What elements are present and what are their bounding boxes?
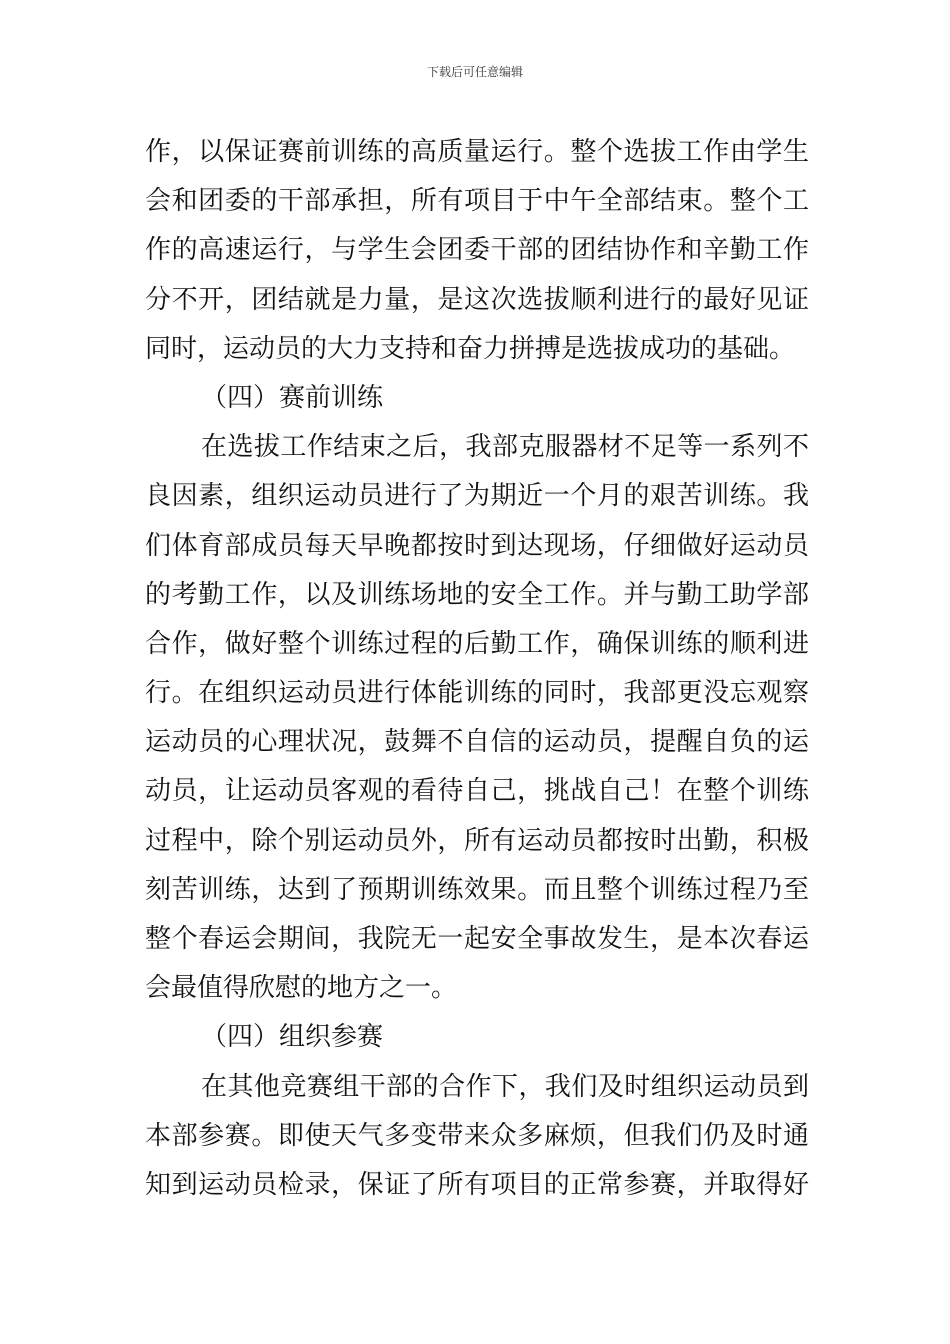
text-line: 在选拔工作结束之后，我部克服器材不足等一系列不: [201, 432, 809, 463]
text-line: 动员，让运动员客观的看待自己，挑战自己！在整个训练: [145, 776, 809, 807]
text-line: 整个春运会期间，我院无一起安全事故发生，是本次春运: [145, 924, 809, 954]
page-header: 下载后可任意编辑: [426, 65, 523, 79]
text-line: 运动员的心理状况，鼓舞不自信的运动员，提醒自负的运: [145, 727, 809, 758]
text-line: 合作，做好整个训练过程的后勤工作，确保训练的顺利进: [145, 628, 809, 659]
text-line: 行。在组织运动员进行体能训练的同时，我部更没忘观察: [145, 678, 809, 709]
section-heading: （四）组织参赛: [201, 1022, 384, 1053]
text-line: 过程中，除个别运动员外，所有运动员都按时出勤，积极: [145, 825, 809, 856]
text-line: 会最值得欣慰的地方之一。: [145, 973, 458, 1004]
text-line: 知到运动员检录，保证了所有项目的正常参赛，并取得好: [145, 1169, 809, 1200]
text-line: 良因素，组织运动员进行了为期近一个月的艰苦训练。我: [145, 481, 809, 512]
text-line: 们体育部成员每天早晚都按时到达现场，仔细做好运动员: [145, 530, 809, 561]
text-line: 本部参赛。即使天气多变带来众多麻烦，但我们仍及时通: [145, 1120, 809, 1151]
text-line: 分不开，团结就是力量，是这次选拔顺利进行的最好见证: [145, 284, 809, 315]
text-line: 作的高速运行，与学生会团委干部的团结协作和辛勤工作: [145, 235, 809, 266]
text-line: 在其他竞赛组干部的合作下，我们及时组织运动员到: [201, 1071, 809, 1102]
text-line: 会和团委的干部承担，所有项目于中午全部结束。整个工: [145, 186, 809, 217]
section-heading: （四）赛前训练: [201, 382, 384, 413]
text-line: 刻苦训练，达到了预期训练效果。而且整个训练过程乃至: [145, 874, 809, 905]
text-line: 作，以保证赛前训练的高质量运行。整个选拔工作由学生: [145, 137, 809, 167]
text-line: 同时，运动员的大力支持和奋力拼搏是选拔成功的基础。: [145, 333, 796, 364]
text-line: 的考勤工作，以及训练场地的安全工作。并与勤工助学部: [145, 579, 809, 610]
document-body: [145, 128, 809, 1210]
